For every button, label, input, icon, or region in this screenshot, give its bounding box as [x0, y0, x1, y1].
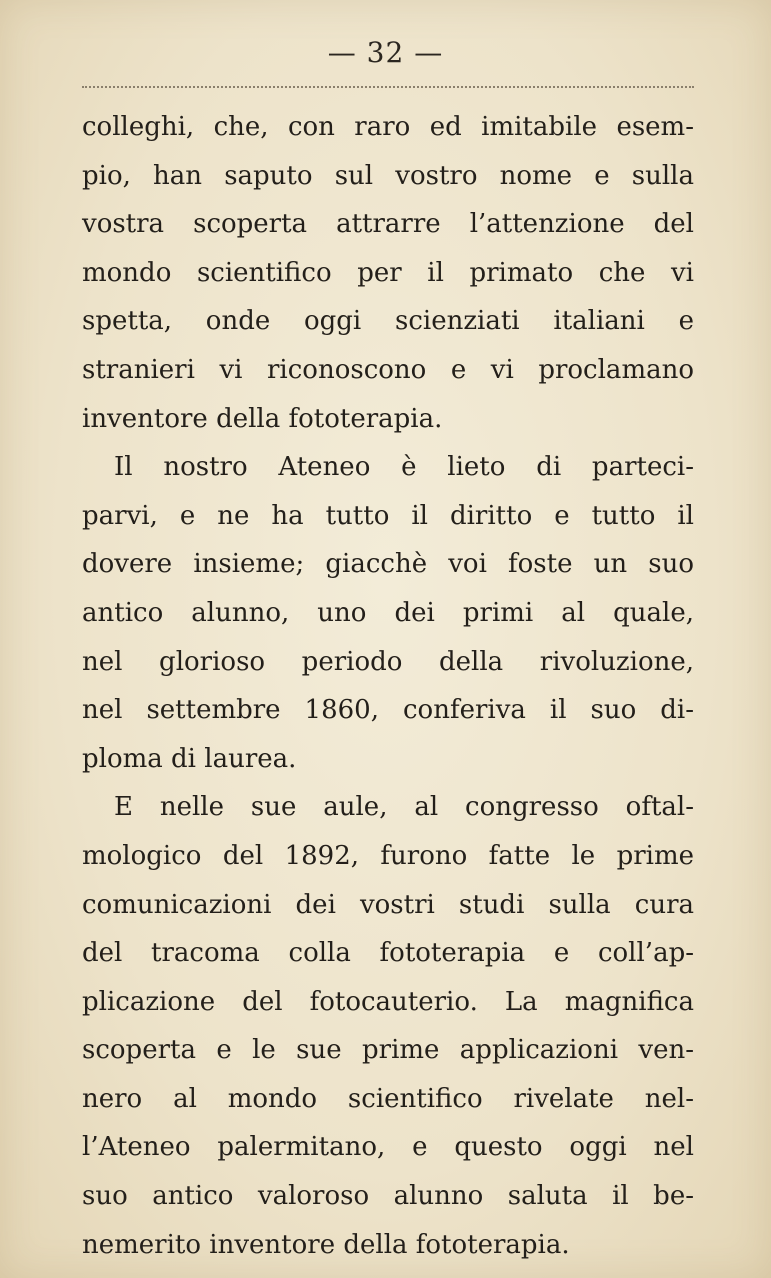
text-line: nel glorioso periodo della rivoluzione,: [82, 646, 694, 677]
text-line: antico alunno, uno dei primi al quale,: [82, 597, 694, 628]
text-line: parvi, e ne ha tutto il diritto e tutto il: [82, 500, 694, 531]
text-line: Il nostro Ateneo è lieto di parteci-: [114, 452, 694, 483]
text-line: mondo scientifico per il primato che vi: [82, 257, 694, 288]
text-line: comunicazioni dei vostri studi sulla cura: [82, 889, 694, 920]
text-line: nemerito inventore della fototerapia.: [82, 1229, 570, 1260]
text-line: nel settembre 1860, conferiva il suo di-: [82, 695, 694, 726]
text-line: dovere insieme; giacchè voi foste un suo: [82, 549, 694, 580]
page-number: — 32 —: [327, 36, 444, 69]
text-line: ploma di laurea.: [82, 743, 297, 774]
text-line: colleghi, che, con raro ed imitabile esem-: [82, 112, 694, 142]
text-line: suo antico valoroso alunno saluta il be-: [82, 1181, 694, 1212]
text-line: E nelle sue aule, al congresso oftal-: [114, 792, 694, 823]
text-line: spetta, onde oggi scienziati italiani e: [82, 306, 694, 337]
text-line: inventore della fototerapia.: [82, 403, 443, 434]
paragraph-3: [82, 783, 694, 1269]
body-text: [82, 103, 694, 1269]
text-line: l’Ateneo palermitano, e questo oggi nel: [82, 1132, 694, 1163]
text-line: stranieri vi riconoscono e vi proclamano: [82, 354, 694, 385]
text-line: pio, han saputo sul vostro nome e sulla: [82, 160, 694, 191]
text-line: mologico del 1892, furono fatte le prime: [82, 840, 694, 871]
text-line: plicazione del fotocauterio. La magnifica: [82, 986, 694, 1017]
header-rule: [82, 86, 694, 88]
text-line: del tracoma colla fototerapia e coll’ap-: [82, 938, 694, 969]
text-line: nero al mondo scientifico rivelate nel-: [82, 1083, 694, 1114]
paragraph-1: [82, 103, 694, 443]
text-line: vostra scoperta attrarre l’attenzione del: [82, 209, 694, 240]
paragraph-2: [82, 443, 694, 783]
text-line: scoperta e le sue prime applicazioni ven-: [82, 1035, 694, 1066]
